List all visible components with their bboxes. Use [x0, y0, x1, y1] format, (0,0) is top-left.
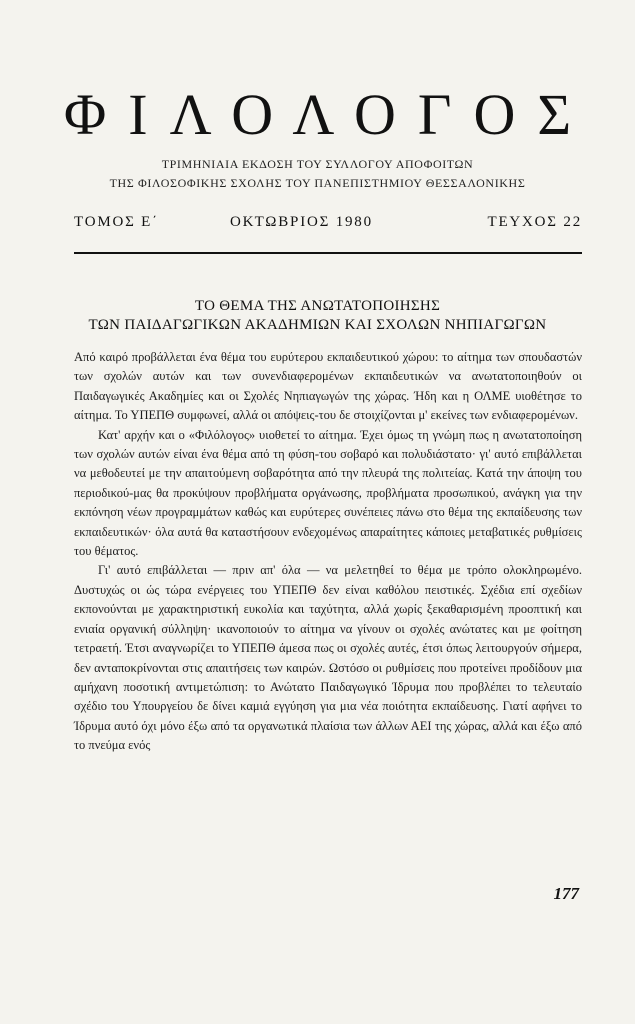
article-title-line1: ΤΟ ΘΕΜΑ ΤΗΣ ΑΝΩΤΑΤΟΠΟΙΗΣΗΣ — [194, 298, 441, 314]
article-paragraph-2: Κατ' αρχήν και ο «Φιλόλογος» υιοθετεί το αίτημα. Έχει όμως τη γνώμη πως η ανωτατοποίηση των σχολών αυτών είναι ένα θέμα από τη φύση-του σοβαρό και πολυδιάστατο· γι' αυτό επιβάλλεται να μεθοδευτεί με την απαιτούμενη σοβαρότητα από την πλευρά της πολιτείας. Κατά την άποψη του περιοδικού-μας θα προκύψουν προβλήματα οργάνωσης, προβλήματα προσωπικού, ανάγκη για την εκπόνηση νέων προγραμμάτων καθώς και ευρύτερες συνέπειες πάνω στο θέμα της εκπαίδευσης των εκπαιδευτικών· όλα αυτά θα καταστήσουν ενδεχομένως απαραίτητες κάποιες μεταβατικές ρυθμίσεις του θέματος. — [74, 427, 582, 559]
header-divider — [74, 252, 582, 254]
article-paragraph-3: Γι' αυτό επιβάλλεται — πριν απ' όλα — να μελετηθεί το θέμα με τρόπο ολοκληρωμένο. Δυστυχώς οι ώς τώρα ενέργειες του ΥΠΕΠΘ δεν είναι καθόλου πειστικές. Σχέδια επί σχεδίων εκπονούνται με χαρακτηριστική ευκολία και ταχύτητα, αλλά χωρίς ξεκαθαρισμένη προοπτική και ενιαία οργανική σύλληψη· ικανοποιούν το αίτημα να γίνουν οι σχολές ανώτατες και με φοίτηση τετραετή. Έτσι αναγνωρίζει το ΥΠΕΠΘ άμεσα πως οι σχολές αυτές, έτσι όπως λειτουργούν σήμερα, δεν ανταποκρίνονται στις απαιτήσεις των καιρών. Ωστόσο οι ρυθμίσεις που προτείνει προδίδουν μια αμήχανη ποσοτική αντιμετώπιση: το Ανώτατο Παιδαγωγικό Ίδρυμα που προβλέπει το τελευταίο σχέδιο του Υπουργείου δε δίνει καμιά εγγύηση για μια νέα ποιότητα εκπαίδευσης. Γιατί αφήνει το Ίδρυμα αυτό όχι μόνο έξω από τα οργανωτικά πλαίσια των άλλων ΑΕΙ της χώρας, αλλά και έξω από το πνεύμα ενός — [74, 563, 582, 753]
article-paragraph-1: Από καιρό προβάλλεται ένα θέμα του ευρύτερου εκπαιδευτικού χώρου: το αίτημα των σπουδαστών των σχολών αυτών και των συνενδιαφερομένων εκπαιδευτικών να ανωτατοποιηθούν οι Παιδαγωγικές Ακαδημίες και οι Σχολές Νηπιαγωγών της χώρας. Ήδη και η ΟΛΜΕ υιοθέτησε το αίτημα. Το ΥΠΕΠΘ συμφωνεί, αλλά οι απόψεις-του δε στοιχίζονται μ' εκείνες των ενδιαφερομένων. — [74, 350, 582, 423]
issue-number: ΤΕΥΧΟΣ 22 — [487, 214, 582, 230]
article-body — [74, 348, 582, 756]
journal-subtitle-line1: ΤΡΙΜΗΝΙΑΙΑ ΕΚΔΟΣΗ ΤΟΥ ΣΥΛΛΟΓΟΥ ΑΠΟΦΟΙΤΩΝ — [161, 157, 474, 171]
journal-subtitle-line2: ΤΗΣ ΦΙΛΟΣΟΦΙΚΗΣ ΣΧΟΛΗΣ ΤΟΥ ΠΑΝΕΠΙΣΤΗΜΙΟΥ ΘΕΣΣΑΛΟΝΙΚΗΣ — [109, 176, 526, 190]
issue-volume: ΤΟΜΟΣ Ε΄ — [74, 214, 159, 230]
journal-masthead: ΦΙΛΟΛΟΓΟΣ — [63, 82, 594, 147]
issue-date: ΟΚΤΩΒΡΙΟΣ 1980 — [230, 214, 373, 230]
article-title-line2: ΤΩΝ ΠΑΙΔΑΓΩΓΙΚΩΝ ΑΚΑΔΗΜΙΩΝ ΚΑΙ ΣΧΟΛΩΝ ΝΗΠΙΑΓΩΓΩΝ — [88, 317, 547, 333]
page-number: 177 — [553, 884, 579, 903]
